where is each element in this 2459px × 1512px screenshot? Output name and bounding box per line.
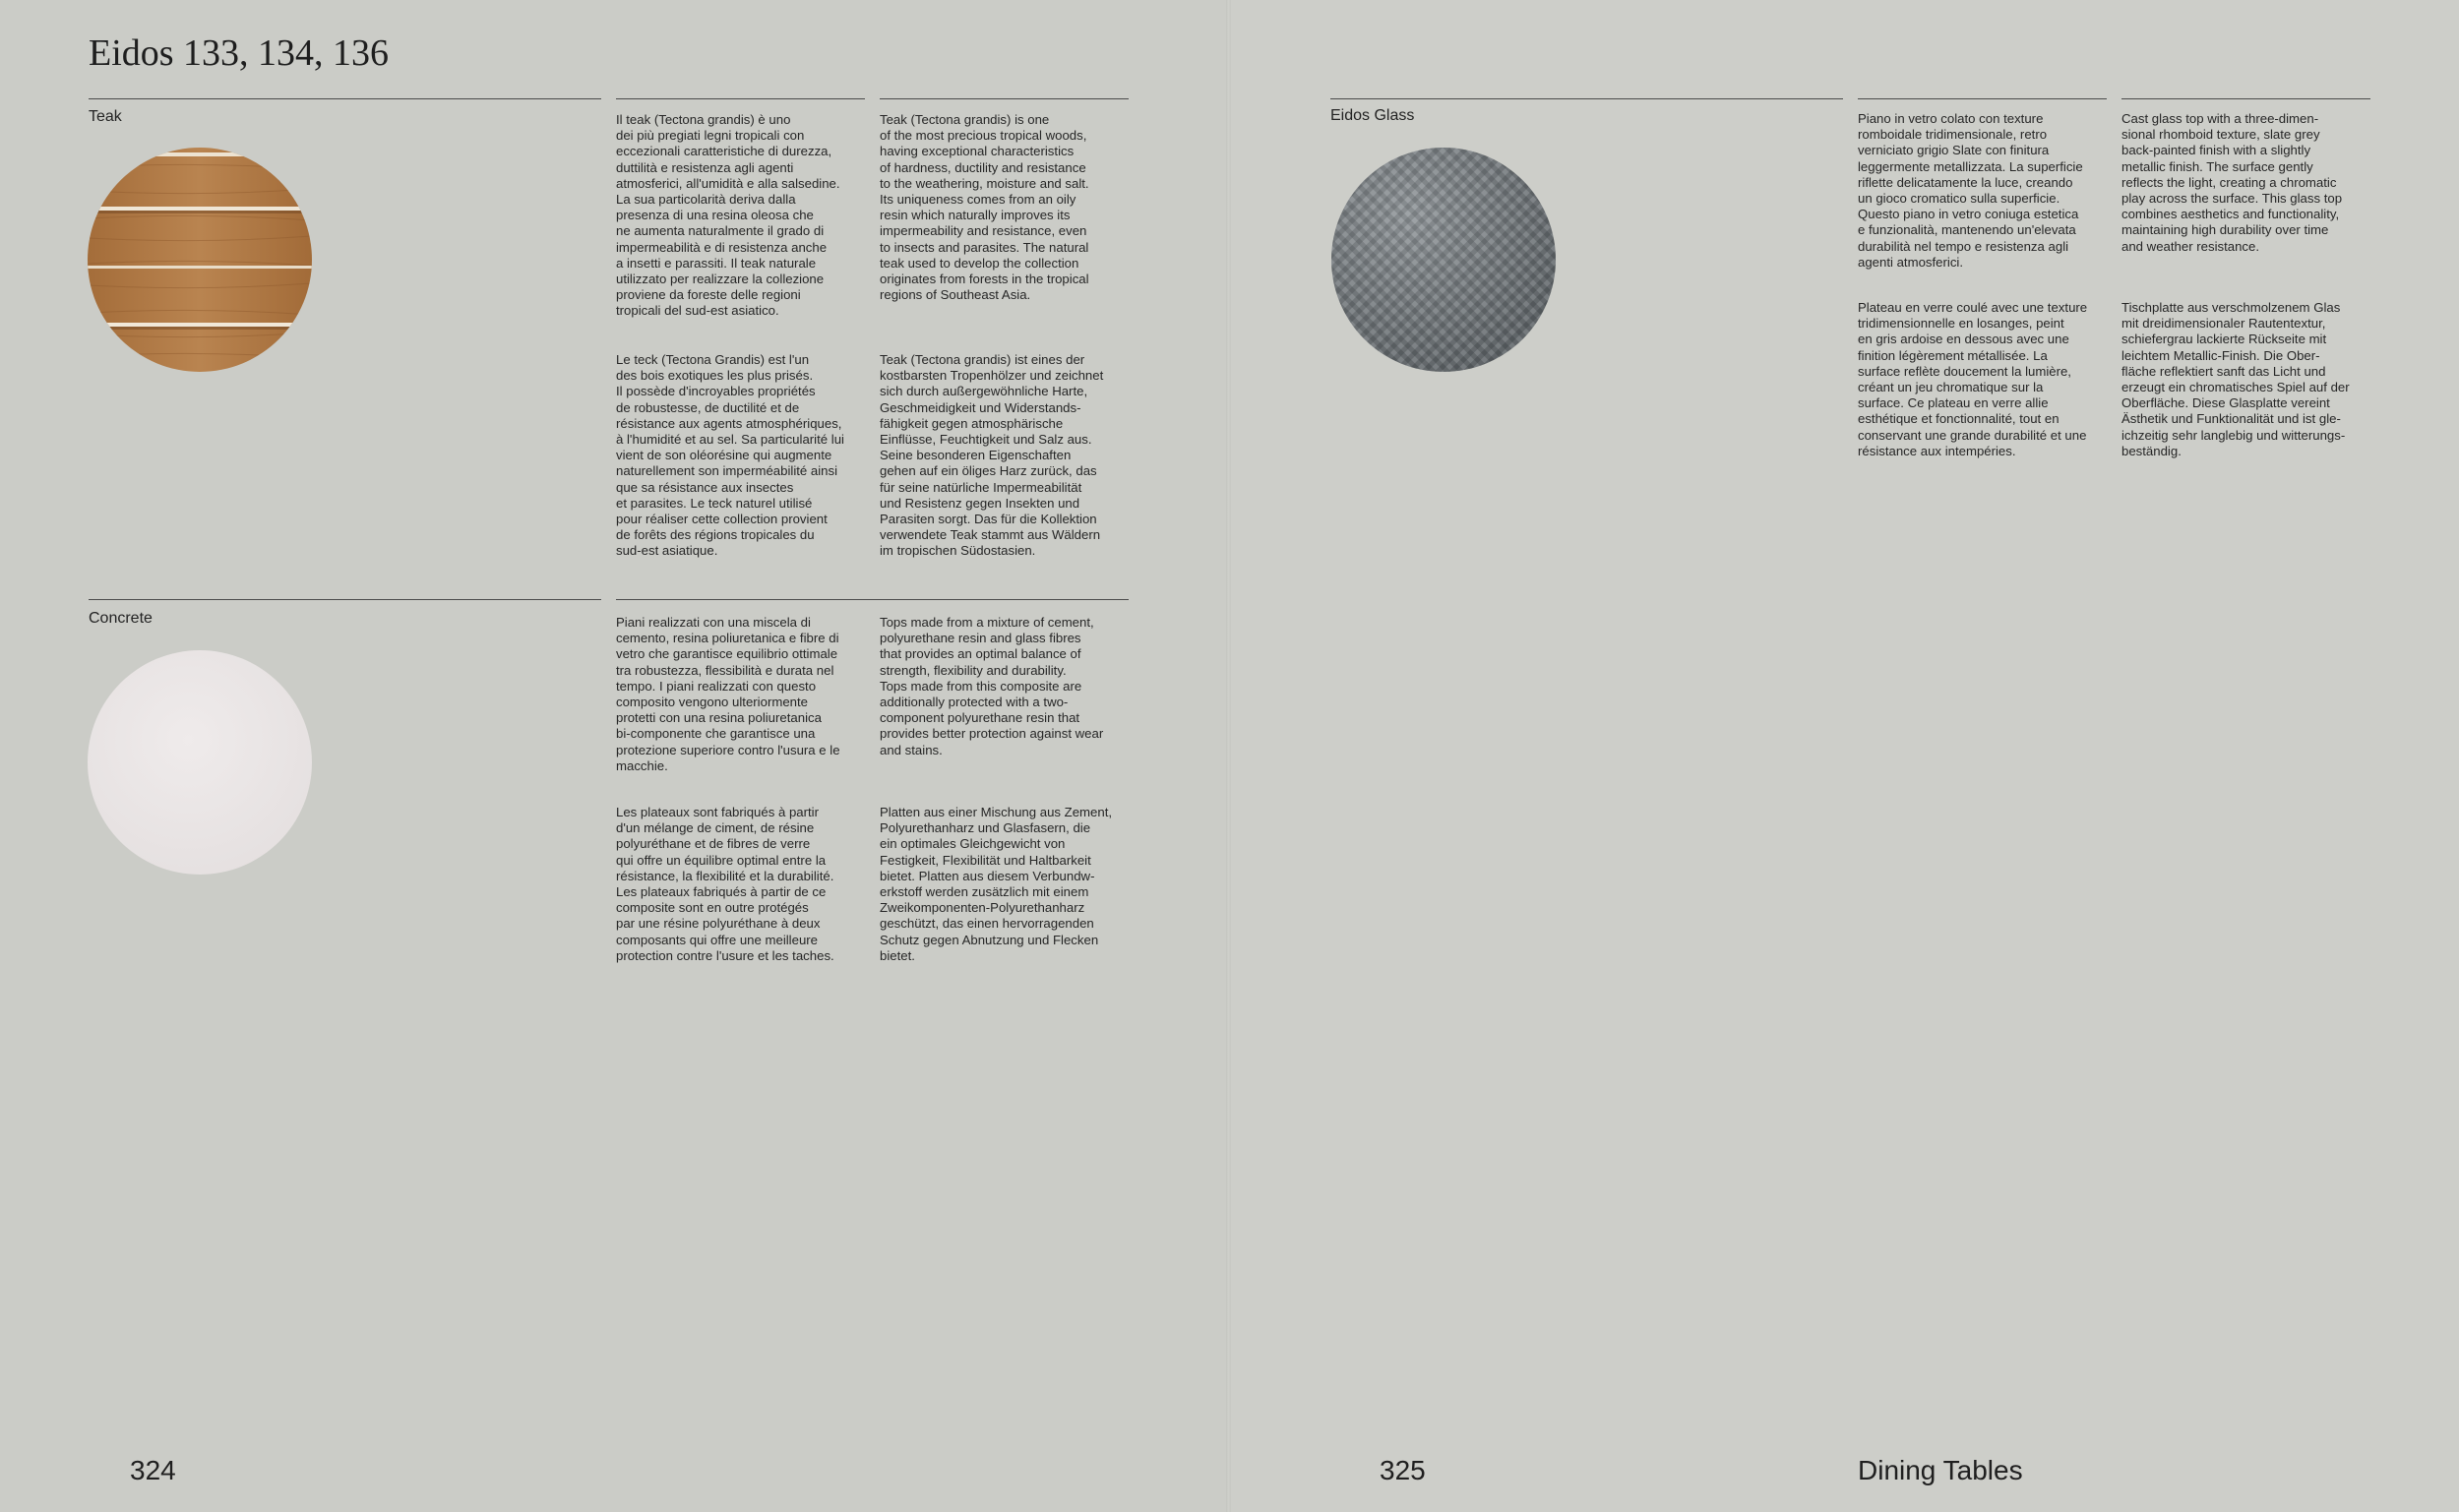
teak-rule-it	[616, 98, 865, 99]
teak-text-de: Teak (Tectona grandis) ist eines der kostbarsten Tropenhölzer und zeichnet sich durch außergewöhnliche Harte, Geschmeidigkeit und Widerstands- fähigkeit gegen atmosphärische Einflüsse, Feuchtigkeit und Salz aus. Seine besonderen Eigenschaften gehen auf ein öliges Harz zurück, das für seine natürliche Impermeabilität und Resistenz gegen Insekten und Parasiten sorgt. Das für die Kollektion verwendete Teak stammt aus Wäldern im tropischen Südostasien.	[880, 352, 1104, 559]
section-name: Dining Tables	[1858, 1455, 2023, 1485]
teak-text-fr: Le teck (Tectona Grandis) est l'un des bois exotiques les plus prisés. Il possède d'incroyables propriétés de robustesse, de ductilité et de résistance aux agents atmosphériques, à l'humidité et au sel. Sa particularité lui vient de son oléorésine qui augmente naturellement son imperméabilité ainsi que sa résistance aux insectes et parasites. Le teck naturel utilisé pour réaliser cette collection provient de forêts des régions tropicales du sud-est asiatique.	[616, 352, 844, 559]
glass-text-it: Piano in vetro colato con texture romboidale tridimensionale, retro verniciato grigio Slate con finitura leggermente metallizzata. La superficie riflette delicatamente la luce, creando un gioco cromatico sulla superficie. Questo piano in vetro coniuga estetica e funzionalità, mantenendo un'elevata durabilità nel tempo e resistenza agli agenti atmosferici.	[1858, 111, 2083, 270]
teak-text-en: Teak (Tectona grandis) is one of the most precious tropical woods, having exceptional characteristics of hardness, ductility and resistance to the weathering, moisture and salt. Its uniqueness comes from an oily resin which naturally improves its impermeability and resistance, even to insects and parasites. The natural teak used to develop the collection originates from forests in the tropical regions of Southeast Asia.	[880, 112, 1089, 303]
left-page-number: 324	[130, 1455, 176, 1485]
concrete-text-fr: Les plateaux sont fabriqués à partir d'un mélange de ciment, de résine polyuréthane et de fibres de verre qui offre un équilibre optimal entre la résistance, la flexibilité et la durabilité. Les plateaux fabriqués à partir de ce composite sont en outre protégés par une résine polyuréthane à deux composants qui offre une meilleure protection contre l'usure et les taches.	[616, 805, 834, 963]
glass-label: Eidos Glass	[1330, 107, 1415, 124]
glass-rule-label	[1330, 98, 1843, 99]
concrete-text-en: Tops made from a mixture of cement, polyurethane resin and glass fibres that provides an optimal balance of strength, flexibility and durability. Tops made from this composite are additionally protected with a two- component polyurethane resin that provides better protection against wear and stains.	[880, 615, 1104, 757]
glass-rule-it	[1858, 98, 2107, 99]
concrete-rule-text	[616, 599, 1129, 600]
glass-swatch	[1331, 148, 1556, 372]
teak-rule-label	[89, 98, 601, 99]
concrete-text-de: Platten aus einer Mischung aus Zement, Polyurethanharz und Glasfasern, die ein optimales Gleichgewicht von Festigkeit, Flexibilität und Haltbarkeit bietet. Platten aus diesem Verbundw- erkstoff werden zusätzlich mit einem Zweikomponenten-Polyurethanharz geschützt, das einen hervorragenden Schutz gegen Abnutzung und Flecken bietet.	[880, 805, 1113, 963]
glass-text-fr: Plateau en verre coulé avec une texture tridimensionnelle en losanges, peint en gris ardoise en dessous avec une finition légèrement métallisée. La surface reflète doucement la lumière, créant un jeu chromatique sur la surface. Ce plateau en verre allie esthétique et fonctionnalité, tout en conservant une grande durabilité et une résistance aux intempéries.	[1858, 300, 2088, 458]
concrete-swatch	[88, 650, 312, 875]
teak-label: Teak	[89, 108, 122, 125]
glass-text-en: Cast glass top with a three-dimen- sional rhomboid texture, slate grey back-painted finish with a slightly metallic finish. The surface gently reflects the light, creating a chromatic play across the surface. This glass top combines aesthetics and functionality, maintaining high durability over time and weather resistance.	[2121, 111, 2343, 254]
concrete-text-it: Piani realizzati con una miscela di cemento, resina poliuretanica e fibre di vetro che garantisce equilibrio ottimale tra robustezza, flessibilità e durata nel tempo. I piani realizzati con questo composito vengono ulteriormente protetti con una resina poliuretanica bi-componente che garantisce una protezione superiore contro l'usura e le macchie.	[616, 615, 840, 773]
teak-wood-swatch	[88, 148, 312, 372]
glass-text-de: Tischplatte aus verschmolzenem Glas mit dreidimensionaler Rautentextur, schiefergrau lackierte Rückseite mit leichtem Metallic-Finish. Die Ober- fläche reflektiert sanft das Licht und erzeugt ein chromatisches Spiel auf der Oberfläche. Diese Glasplatte vereint Ästhetik und Funktionalität und ist gle- ichzeitig sehr langlebig und witterungs- beständig.	[2121, 300, 2350, 458]
concrete-rule-label	[89, 599, 601, 600]
right-page-number: 325	[1380, 1455, 1426, 1485]
glass-rule-en	[2121, 98, 2370, 99]
page-title: Eidos 133, 134, 136	[89, 32, 390, 74]
concrete-label: Concrete	[89, 610, 153, 627]
teak-rule-en	[880, 98, 1129, 99]
teak-text-it: Il teak (Tectona grandis) è uno dei più pregiati legni tropicali con eccezionali caratteristiche di durezza, duttilità e resistenza agli agenti atmosferici, all'umidità e alla salsedine. La sua particolarità deriva dalla presenza di una resina oleosa che ne aumenta naturalmente il grado di impermeabilità e di resistenza anche a insetti e parassiti. Il teak naturale utilizzato per realizzare la collezione proviene da foreste delle regioni tropicali del sud-est asiatico.	[616, 112, 840, 319]
